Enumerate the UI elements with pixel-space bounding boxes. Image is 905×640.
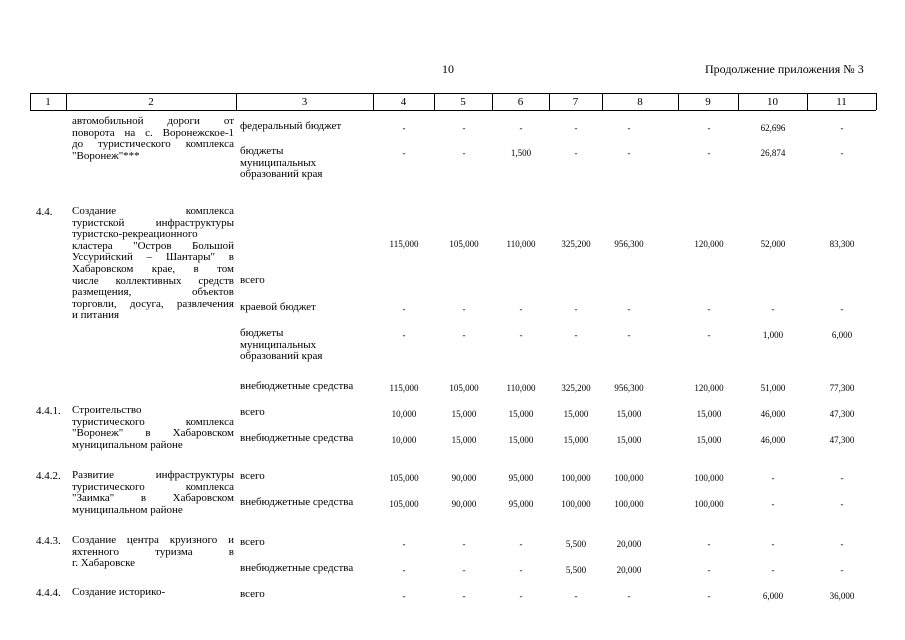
- table-cell-value: 15,000: [616, 435, 642, 445]
- table-cell-value: -: [462, 123, 466, 133]
- item-name-line: "Воронеж" в Хабаровском: [72, 427, 234, 440]
- table-cell-value: -: [840, 499, 844, 509]
- item-name-line: Создание центра круизного и: [72, 534, 234, 546]
- item-name-line: муниципальном районе: [72, 503, 183, 516]
- table-cell-value: 15,000: [563, 409, 589, 419]
- column-header: 9: [705, 96, 711, 108]
- table-cell-value: 105,000: [449, 383, 479, 393]
- table-cell-value: -: [402, 539, 406, 549]
- table-cell-value: 120,000: [694, 383, 724, 393]
- table-cell-value: 10,000: [391, 409, 417, 419]
- row-code: 4.4.4.: [36, 587, 61, 599]
- table-cell-value: 1,000: [762, 330, 784, 340]
- item-name-line: туристического комплекса: [72, 415, 234, 428]
- column-header: 8: [637, 96, 643, 108]
- funding-source-line: муниципальных: [240, 338, 317, 351]
- table-cell-value: 325,200: [561, 239, 591, 249]
- table-cell-value: -: [462, 539, 466, 549]
- table-cell-value: 52,000: [760, 239, 786, 249]
- table-cell-value: 95,000: [508, 499, 534, 509]
- item-name-line: Развитие инфраструктуры: [72, 469, 234, 481]
- funding-source: [240, 589, 265, 601]
- table-cell-value: -: [402, 591, 406, 601]
- table-cell-value: -: [462, 330, 466, 340]
- item-name-line: до туристического комплекса: [72, 138, 234, 151]
- table-cell-value: -: [840, 539, 844, 549]
- table-cell-value: -: [707, 539, 711, 549]
- funding-source-line: внебюджетные средства: [240, 496, 354, 508]
- table-cell-value: -: [771, 473, 775, 483]
- table-cell-value: -: [840, 148, 844, 158]
- table-cell-value: 36,000: [829, 591, 855, 601]
- table-cell-value: -: [840, 304, 844, 314]
- item-name-line: Хабаровском крае, в том: [72, 262, 234, 275]
- table-cell-value: -: [627, 148, 631, 158]
- table-cell-value: -: [707, 565, 711, 575]
- column-header: 1: [45, 96, 51, 108]
- item-name-line: числе коллективных средств: [72, 274, 234, 287]
- column-header: 5: [460, 96, 466, 108]
- table-cell-value: -: [519, 591, 523, 601]
- page-number: 10: [442, 62, 454, 76]
- table-cell-value: -: [627, 330, 631, 340]
- table-cell-value: -: [402, 565, 406, 575]
- table-cell-value: -: [574, 330, 578, 340]
- table-cell-value: 77,300: [829, 383, 855, 393]
- item-name-line: Создание историко-: [72, 586, 166, 598]
- table-cell-value: -: [519, 565, 523, 575]
- table-cell-value: 20,000: [616, 565, 642, 575]
- funding-source: [240, 381, 353, 393]
- table-cell-value: -: [574, 591, 578, 601]
- table-cell-value: -: [771, 539, 775, 549]
- row-code: 4.4.2.: [36, 470, 61, 482]
- table-cell-value: -: [771, 565, 775, 575]
- item-name-line: размещения, объектов: [72, 286, 234, 299]
- item-name-line: туристического комплекса: [72, 480, 234, 493]
- item-name-line: и питания: [72, 309, 120, 322]
- table-cell-value: -: [627, 591, 631, 601]
- funding-source: [240, 121, 341, 133]
- table-cell-value: -: [574, 148, 578, 158]
- column-header: 7: [572, 96, 579, 108]
- row-code: 4.4.3.: [36, 535, 61, 547]
- item-name-line: поворота на с. Воронежское-1: [72, 126, 234, 139]
- table-cell-value: 90,000: [451, 499, 477, 509]
- table-cell-value: 956,300: [614, 239, 644, 249]
- table-cell-value: -: [627, 123, 631, 133]
- table-cell-value: 100,000: [694, 499, 724, 509]
- funding-source-line: бюджеты: [240, 145, 284, 157]
- table-cell-value: 46,000: [760, 435, 786, 445]
- funding-source-line: бюджеты: [240, 327, 284, 339]
- table-cell-value: -: [519, 330, 523, 340]
- item-name-line: туристской инфраструктуры: [72, 216, 234, 229]
- table-cell-value: 105,000: [389, 473, 419, 483]
- funding-source: [240, 275, 265, 287]
- table-cell-value: 115,000: [389, 383, 419, 393]
- table-cell-value: 325,200: [561, 383, 591, 393]
- column-header: 2: [148, 96, 154, 108]
- table-cell-value: -: [462, 565, 466, 575]
- funding-source-line: краевой бюджет: [240, 301, 316, 313]
- table-cell-value: -: [707, 591, 711, 601]
- item-name-line: "Заимка" в Хабаровском: [72, 492, 234, 505]
- table-cell-value: 115,000: [389, 239, 419, 249]
- table-cell-value: 10,000: [391, 435, 417, 445]
- table-cell-value: -: [840, 565, 844, 575]
- table-cell-value: -: [707, 330, 711, 340]
- row-code: 4.4.: [36, 206, 53, 218]
- table-cell-value: 105,000: [389, 499, 419, 509]
- item-name-line: Строительство: [72, 404, 142, 416]
- funding-source: [240, 146, 322, 181]
- funding-source: [240, 433, 353, 445]
- table-cell-value: 15,000: [563, 435, 589, 445]
- funding-source-line: федеральный бюджет: [240, 120, 342, 132]
- item-name-line: торговли, досуга, развлечения: [72, 297, 234, 310]
- item-name: [72, 405, 234, 451]
- continuation-caption: Продолжение приложения № 3: [705, 62, 864, 76]
- table-cell-value: -: [707, 148, 711, 158]
- table-cell-value: 105,000: [449, 239, 479, 249]
- table-cell-value: -: [519, 539, 523, 549]
- table-cell-value: 15,000: [508, 409, 534, 419]
- table-cell-value: -: [574, 304, 578, 314]
- funding-source-line: всего: [240, 536, 265, 548]
- funding-source-line: внебюджетные средства: [240, 380, 354, 392]
- table-cell-value: -: [707, 304, 711, 314]
- item-name: [72, 587, 234, 599]
- table-cell-value: 20,000: [616, 539, 642, 549]
- table-cell-value: 6,000: [831, 330, 853, 340]
- item-name-line: г. Хабаровске: [72, 557, 136, 570]
- funding-source: [240, 302, 316, 314]
- table-cell-value: -: [627, 304, 631, 314]
- table-cell-value: -: [519, 304, 523, 314]
- funding-source: [240, 497, 353, 509]
- funding-source-line: всего: [240, 274, 265, 286]
- table-cell-value: -: [840, 123, 844, 133]
- table-cell-value: 956,300: [614, 383, 644, 393]
- table-cell-value: 6,000: [762, 591, 784, 601]
- column-header: 6: [517, 96, 524, 108]
- table-cell-value: 5,500: [565, 539, 587, 549]
- table-cell-value: -: [771, 304, 775, 314]
- table-cell-value: 90,000: [451, 473, 477, 483]
- funding-source: [240, 328, 322, 363]
- item-name-line: муниципальном районе: [72, 438, 183, 451]
- table-cell-value: 15,000: [451, 409, 477, 419]
- item-name-line: кластера "Остров Большой: [72, 239, 234, 252]
- funding-source-line: всего: [240, 470, 265, 482]
- item-name-line: яхтенного туризма в: [72, 545, 234, 558]
- table-cell-value: 46,000: [760, 409, 786, 419]
- table-cell-value: -: [402, 148, 406, 158]
- table-cell-value: 26,874: [760, 148, 786, 158]
- table-cell-value: 15,000: [616, 409, 642, 419]
- funding-source-line: муниципальных: [240, 156, 317, 169]
- header-bottom-border: [30, 110, 876, 111]
- funding-source-line: внебюджетные средства: [240, 562, 354, 574]
- item-name-line: Создание комплекса: [72, 205, 234, 217]
- item-name: [72, 206, 234, 322]
- funding-source: [240, 471, 265, 483]
- table-cell-value: 110,000: [506, 383, 536, 393]
- funding-source: [240, 563, 353, 575]
- funding-source: [240, 407, 265, 419]
- funding-source-line: образований края: [240, 350, 323, 363]
- column-header: 11: [836, 96, 847, 108]
- table-cell-value: 100,000: [561, 473, 591, 483]
- item-name-line: Уссурийский – Шантары" в: [72, 251, 234, 264]
- table-cell-value: 47,300: [829, 435, 855, 445]
- table-cell-value: 83,300: [829, 239, 855, 249]
- table-cell-value: -: [771, 499, 775, 509]
- item-name: [72, 116, 234, 162]
- table-cell-value: 100,000: [614, 473, 644, 483]
- table-cell-value: -: [462, 148, 466, 158]
- column-header: 3: [301, 96, 308, 108]
- item-name-line: автомобильной дороги от: [72, 115, 234, 127]
- table-cell-value: 5,500: [565, 565, 587, 575]
- item-name-line: "Воронеж"***: [72, 149, 140, 162]
- table-cell-value: -: [519, 123, 523, 133]
- table-cell-value: 15,000: [696, 409, 722, 419]
- table-cell-value: 100,000: [694, 473, 724, 483]
- table-cell-value: -: [574, 123, 578, 133]
- item-name-line: туристско-рекреационного: [72, 228, 198, 241]
- funding-source: [240, 537, 265, 549]
- funding-source-line: всего: [240, 406, 265, 418]
- funding-source-line: образований края: [240, 168, 323, 181]
- table-cell-value: -: [402, 304, 406, 314]
- table-cell-value: 15,000: [508, 435, 534, 445]
- row-code: 4.4.1.: [36, 405, 61, 417]
- table-cell-value: -: [462, 591, 466, 601]
- table-cell-value: -: [402, 123, 406, 133]
- column-header: 10: [767, 96, 778, 108]
- funding-source-line: внебюджетные средства: [240, 432, 354, 444]
- table-cell-value: 110,000: [506, 239, 536, 249]
- table-cell-value: 51,000: [760, 383, 786, 393]
- column-header: 4: [400, 96, 407, 108]
- table-cell-value: -: [462, 304, 466, 314]
- item-name: [72, 535, 234, 570]
- item-name: [72, 470, 234, 516]
- table-cell-value: 120,000: [694, 239, 724, 249]
- table-cell-value: 47,300: [829, 409, 855, 419]
- table-cell-value: 15,000: [451, 435, 477, 445]
- table-cell-value: 100,000: [614, 499, 644, 509]
- table-cell-value: -: [402, 330, 406, 340]
- table-cell-value: 62,696: [760, 123, 786, 133]
- table-cell-value: 100,000: [561, 499, 591, 509]
- table-cell-value: 15,000: [696, 435, 722, 445]
- table-cell-value: -: [840, 473, 844, 483]
- table-cell-value: 95,000: [508, 473, 534, 483]
- col-divider: [876, 93, 877, 110]
- funding-source-line: всего: [240, 588, 265, 600]
- table-cell-value: 1,500: [510, 148, 532, 158]
- table-cell-value: -: [707, 123, 711, 133]
